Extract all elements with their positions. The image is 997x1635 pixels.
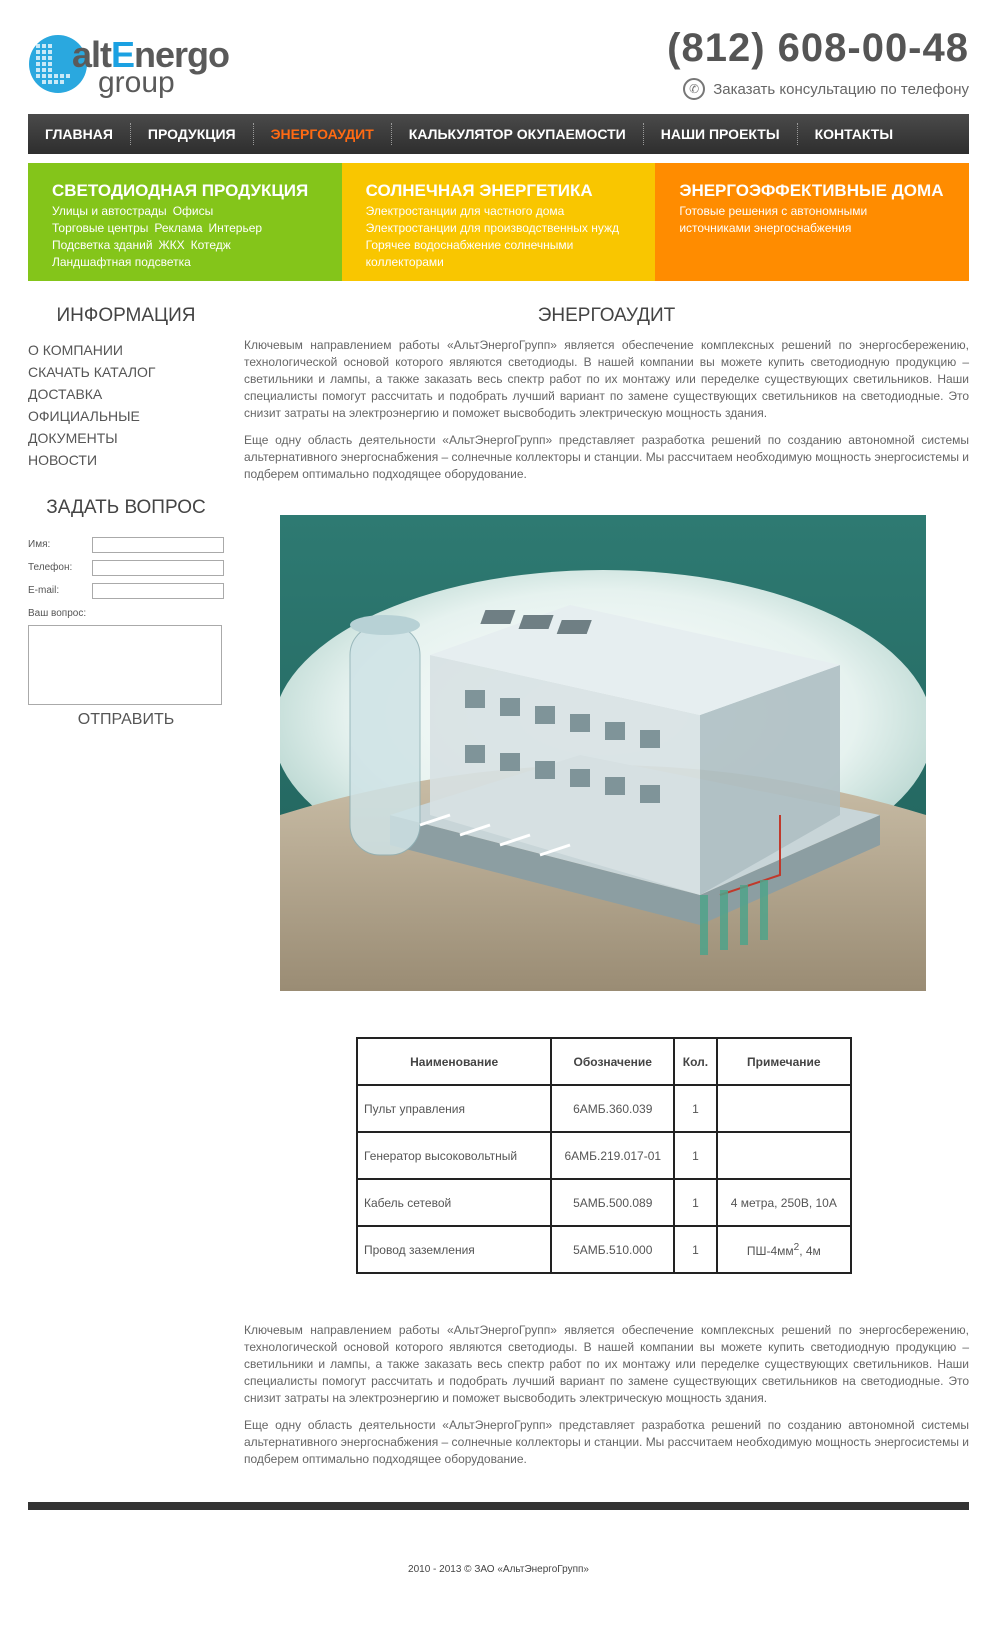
banner-link[interactable]: Электростанции для производственных нужд — [365, 221, 620, 235]
sidebar — [28, 305, 224, 729]
banner-link[interactable]: Офисы — [172, 204, 214, 218]
col-header-code: Обозначение — [551, 1038, 674, 1085]
phone-icon: ✆ — [683, 78, 705, 100]
cell-qty: 1 — [674, 1179, 716, 1226]
email-label: E-mail: — [28, 585, 60, 596]
col-header-name: Наименование — [357, 1038, 551, 1085]
cell-qty: 1 — [674, 1132, 716, 1179]
banner-link[interactable]: Подсветка зданий — [52, 238, 153, 252]
table-row — [357, 1132, 851, 1179]
cell-note — [717, 1132, 851, 1179]
category-banners — [28, 163, 969, 281]
logo-subtitle: group — [98, 66, 175, 99]
banner-link[interactable]: Улицы и автострады — [52, 204, 167, 218]
building-illustration — [280, 515, 926, 991]
consult-label: Заказать консультацию по телефону — [713, 80, 969, 98]
banner-led[interactable] — [28, 163, 342, 281]
sidebar-item-about[interactable]: О КОМПАНИИ — [28, 342, 123, 358]
sidebar-item-catalog[interactable]: СКАЧАТЬ КАТАЛОГ — [28, 364, 156, 380]
nav-item-projects[interactable]: НАШИ ПРОЕКТЫ — [660, 126, 780, 142]
spec-table — [356, 1037, 852, 1274]
banner-link[interactable]: Готовые решения с автономными — [679, 204, 868, 218]
cell-qty: 1 — [674, 1226, 716, 1273]
col-header-qty: Кол. — [674, 1038, 716, 1085]
main-content — [244, 305, 969, 493]
cell-code: 5АМБ.500.089 — [551, 1179, 674, 1226]
send-button[interactable]: ОТПРАВИТЬ — [77, 711, 175, 728]
banner-link[interactable]: ЖКХ — [158, 238, 185, 252]
cell-qty: 1 — [674, 1085, 716, 1132]
bottom-content — [244, 1322, 969, 1478]
banner-homes[interactable] — [655, 163, 969, 281]
cell-code: 6АМБ.360.039 — [551, 1085, 674, 1132]
cell-name: Пульт управления — [357, 1085, 551, 1132]
nav-item-home[interactable]: ГЛАВНАЯ — [45, 126, 113, 142]
nav-item-products[interactable]: ПРОДУКЦИЯ — [147, 126, 236, 142]
banner-homes-title[interactable]: ЭНЕРГОЭФФЕКТИВНЫЕ ДОМА — [679, 181, 944, 200]
body-paragraph: Еще одну область деятельности «АльтЭнергоГрупп» представляет разработка решений по созданию автономной системы альтернативного энергоснабжения – солнечные коллекторы и станции. Мы рассчитаем необходимую мощность энергосистемы и подберем оптимально подходящее оборудование. — [244, 1418, 969, 1466]
page-title: ЭНЕРГОАУДИТ — [537, 305, 676, 326]
logo-wordmark: altEnergo — [72, 34, 230, 75]
table-row — [357, 1085, 851, 1132]
ask-heading: ЗАДАТЬ ВОПРОС — [46, 497, 206, 518]
intro-paragraph: Ключевым направлением работы «АльтЭнергоГрупп» является обеспечение комплексных решений по энергосбережению, технологической основой которого являются светодиоды. В нашей компании вы можете купить светодиодную продукцию – светильники и лампы, а также заказать весь спектр работ по их монтажу или переделке существующих светильников. Наши специалисты помогут рассчитать и подобрать лучший вариант по замене существующих светильников на светодиодные. Это снизит затраты на электроэнергию и поможет высвободить электрическую мощность здания. — [244, 338, 969, 420]
table-row — [357, 1226, 851, 1273]
body-paragraph: Ключевым направлением работы «АльтЭнергоГрупп» является обеспечение комплексных решений по энергосбережению, технологической основой которого являются светодиоды. В нашей компании вы можете купить светодиодную продукцию – светильники и лампы, а также заказать весь спектр работ по их монтажу или переделке существующих светильников. Наши специалисты помогут рассчитать и подобрать лучший вариант по замене существующих светильников на светодиодные. Это снизит затраты на электроэнергию и поможет высвободить электрическую мощность здания. — [244, 1323, 969, 1405]
phone-field[interactable] — [92, 560, 224, 576]
banner-solar-title[interactable]: СОЛНЕЧНАЯ ЭНЕРГЕТИКА — [365, 181, 593, 200]
banner-link[interactable]: Электростанции для частного дома — [365, 204, 565, 218]
cell-note: $ПШ-4мм^2$, 4м — [717, 1226, 851, 1273]
sidebar-item-delivery[interactable]: ДОСТАВКА — [28, 386, 103, 402]
question-label: Ваш вопрос: — [28, 608, 87, 619]
banner-link[interactable]: Торговые центры — [52, 221, 149, 235]
cell-name: Генератор высоковольтный — [357, 1132, 551, 1179]
footer-divider — [28, 1502, 969, 1510]
main-nav — [28, 114, 969, 154]
cell-name: Кабель сетевой — [357, 1179, 551, 1226]
cell-code: 6АМБ.219.017-01 — [551, 1132, 674, 1179]
cell-name: Провод заземления — [357, 1226, 551, 1273]
consult-link[interactable] — [683, 78, 969, 100]
table-row — [357, 1179, 851, 1226]
cell-note — [717, 1085, 851, 1132]
banner-link[interactable]: источниками энергоснабжения — [679, 221, 852, 235]
phone-label: Телефон: — [28, 562, 73, 573]
header-phone: (812) 608-00-48 — [667, 26, 969, 70]
banner-link[interactable]: коллекторами — [365, 255, 444, 269]
banner-link[interactable]: Интерьер — [208, 221, 263, 235]
name-label: Имя: — [28, 539, 51, 550]
banner-solar[interactable] — [342, 163, 656, 281]
banner-link[interactable]: Котедж — [190, 238, 231, 252]
cell-code: 5АМБ.510.000 — [551, 1226, 674, 1273]
banner-link[interactable]: Горячее водоснабжение солнечными — [365, 238, 574, 252]
intro-paragraph: Еще одну область деятельности «АльтЭнергоГрупп» представляет разработка решений по созданию автономной системы альтернативного энергоснабжения – солнечные коллекторы и станции. Мы рассчитаем необходимую мощность энергосистемы и подберем оптимально подходящее оборудование. — [244, 433, 969, 481]
cell-note: 4 метра, 250В, 10А — [717, 1179, 851, 1226]
email-field[interactable] — [92, 583, 224, 599]
logo[interactable] — [28, 26, 258, 99]
sidebar-item-documents[interactable]: ОФИЦИАЛЬНЫЕ ДОКУМЕНТЫ — [28, 408, 140, 446]
question-field[interactable] — [28, 625, 222, 705]
banner-link[interactable]: Ландшафтная подсветка — [52, 255, 191, 269]
banner-link[interactable]: Реклама — [154, 221, 203, 235]
sidebar-item-news[interactable]: НОВОСТИ — [28, 452, 98, 468]
banner-led-title[interactable]: СВЕТОДИОДНАЯ ПРОДУКЦИЯ — [52, 181, 309, 200]
col-header-note: Примечание — [717, 1038, 851, 1085]
name-field[interactable] — [92, 537, 224, 553]
copyright: 2010 - 2013 © ЗАО «АльтЭнергоГрупп» — [408, 1564, 589, 1575]
info-heading: ИНФОРМАЦИЯ — [56, 305, 196, 326]
nav-item-energy-audit[interactable]: ЭНЕРГОАУДИТ — [270, 126, 374, 142]
nav-item-calculator[interactable]: КАЛЬКУЛЯТОР ОКУПАЕМОСТИ — [408, 126, 626, 142]
nav-item-contacts[interactable]: КОНТАКТЫ — [814, 126, 894, 142]
